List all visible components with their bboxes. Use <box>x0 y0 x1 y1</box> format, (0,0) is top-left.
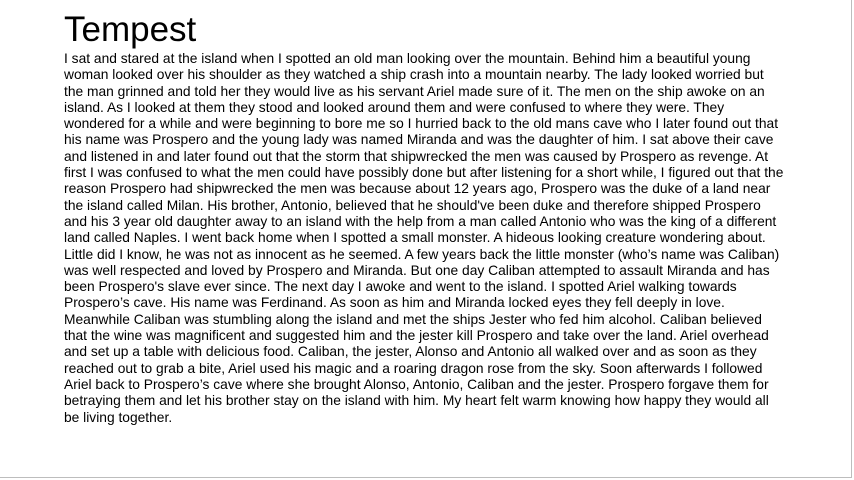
slide-title: Tempest <box>64 10 197 49</box>
slide-body-text: I sat and stared at the island when I spotted an old man looking over the mountain. Behind him a beautiful young woman looked over his shoulder as they watched a ship crash into a mountain nearby. The lady looked worried but the man grinned and told her they would live as his servant Ariel made sure of it. The men on the ship awoke on an island. As I looked at them they stood and looked around them and were confused to where they were. They wondered for a while and were beginning to bore me so I hurried back to the old mans cave who I later found out that his name was Prospero and the young lady was named Miranda and was the daughter of him. I sat above their cave and listened in and later found out that the storm that shipwrecked the men was caused by Prospero as revenge. At first I was confused to what the men could have possibly done but after listening for a short while, I figured out that the reason Prospero had shipwrecked the men was because about 12 years ago, Prospero was the duke of a land near the island called Milan. His brother, Antonio, believed that he should've been duke and therefore shipped Prospero and his 3 year old daughter away to an island with the help from a man called Antonio who was the king of a different land called Naples. I went back home when I spotted a small monster. A hideous looking creature wondering about. Little did I know, he was not as innocent as he seemed. A few years back the little monster (who’s name was Caliban) was well respected and loved by Prospero and Miranda. But one day Caliban attempted to assault Miranda and has been Prospero's slave ever since. The next day I awoke and went to the island. I spotted Ariel walking towards Prospero’s cave. His name was Ferdinand. As soon as him and Miranda locked eyes they fell deeply in love. Meanwhile Caliban was stumbling along the island and met the ships Jester who fed him alcohol. Caliban believed that the wine was magnificent and suggested him and the jester kill Prospero and take over the land. Ariel overhead and set up a table with delicious food. Caliban, the jester, Alonso and Antonio all walked over and as soon as they reached out to grab a bite, Ariel used his magic and a roaring dragon rose from the sky. Soon afterwards I followed Ariel back to Prospero’s cave where she brought Alonso, Antonio, Caliban and the jester. Prospero forgave them for betraying them and let his brother stay on the island with him. My heart felt warm knowing how happy they would all be living together. <box>64 51 784 425</box>
